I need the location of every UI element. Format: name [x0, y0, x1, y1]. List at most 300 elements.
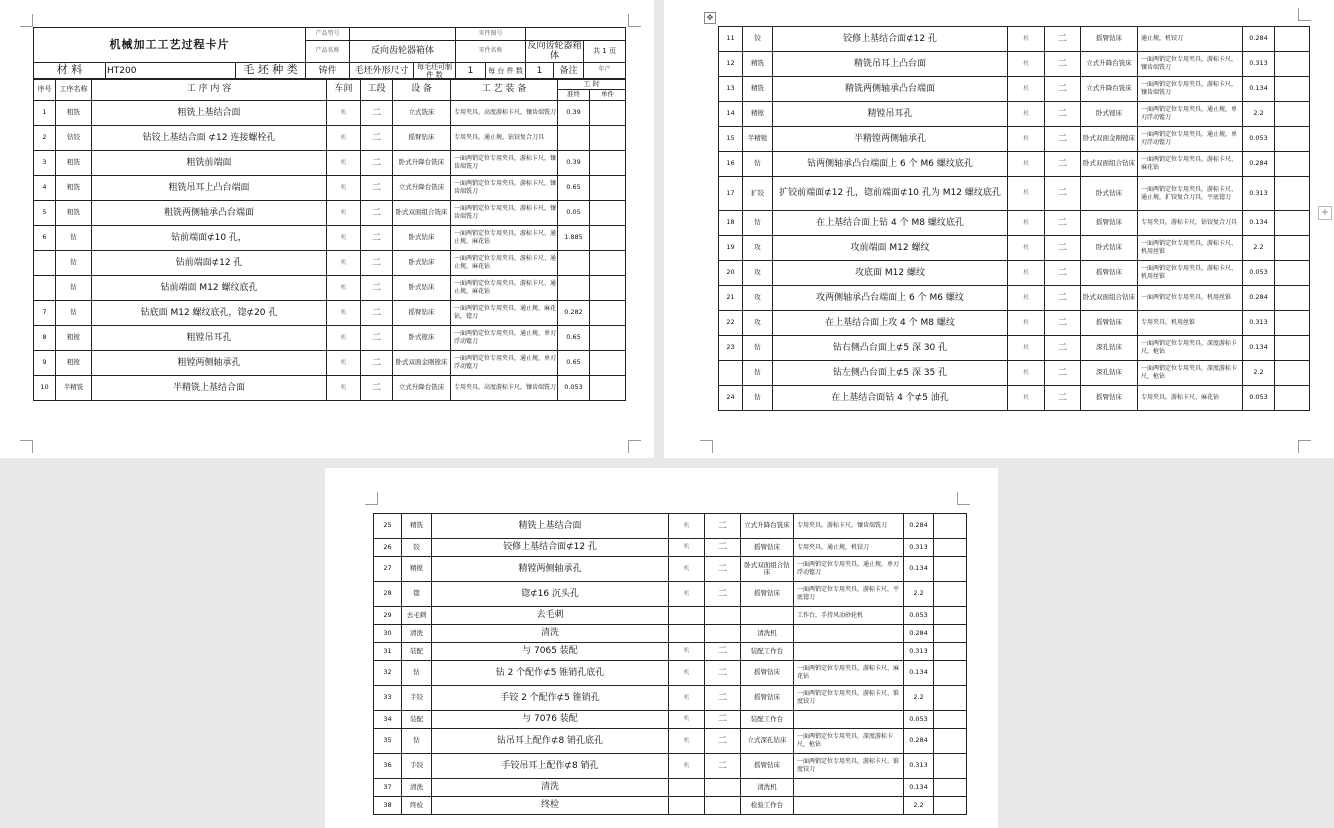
op-unit-time[interactable] [1275, 52, 1310, 77]
op-workshop[interactable]: 机 [327, 176, 361, 201]
op-equipment[interactable]: 清洗机 [741, 625, 794, 643]
op-unit-time[interactable] [1275, 311, 1310, 336]
op-name[interactable]: 粗铣 [56, 201, 92, 226]
op-workshop[interactable]: 机 [1008, 336, 1045, 361]
op-unit-time[interactable] [1275, 77, 1310, 102]
op-time[interactable]: 0.65 [558, 176, 590, 201]
op-seq[interactable]: 1 [34, 101, 56, 126]
op-equipment[interactable]: 立式深孔钻床 [741, 729, 794, 754]
op-content[interactable]: 扩铰前端面⊄12 孔，锪前端面⊄10 孔为 M12 螺纹底孔 [773, 177, 1008, 211]
op-time[interactable]: 0.134 [1243, 211, 1275, 236]
op-seq[interactable]: 7 [34, 301, 56, 326]
op-equipment[interactable] [741, 607, 794, 625]
op-seq[interactable]: 16 [719, 152, 743, 177]
op-section[interactable]: 二 [1045, 361, 1081, 386]
op-workshop[interactable]: 机 [669, 754, 705, 779]
op-time[interactable]: 2.2 [904, 686, 934, 711]
op-tooling[interactable]: 专用夹具，游标卡尺、麻花钻 [1138, 386, 1243, 411]
op-equipment[interactable]: 卧式镗床 [1081, 102, 1138, 127]
op-section[interactable]: 二 [1045, 336, 1081, 361]
op-tooling[interactable]: 一面两销定位专用夹具，通止规，麻花钻，锪刀 [451, 301, 558, 326]
op-content[interactable]: 在上基结合面上攻 4 个 M8 螺纹 [773, 311, 1008, 336]
op-unit-time[interactable] [934, 582, 967, 607]
op-unit-time[interactable] [590, 176, 626, 201]
op-seq[interactable] [34, 251, 56, 276]
op-time[interactable]: 0.053 [558, 376, 590, 401]
op-equipment[interactable]: 摇臂钻床 [741, 539, 794, 557]
op-section[interactable]: 二 [361, 376, 393, 401]
op-equipment[interactable]: 卧式双面金刚镗床 [393, 351, 451, 376]
op-section[interactable]: 二 [705, 557, 741, 582]
op-name[interactable]: 攻 [743, 236, 773, 261]
op-unit-time[interactable] [1275, 27, 1310, 52]
op-name[interactable]: 钻 [56, 226, 92, 251]
op-equipment[interactable]: 卧式钻床 [1081, 236, 1138, 261]
op-name[interactable]: 钻 [56, 301, 92, 326]
op-tooling[interactable]: 一面两销定位专用夹具，游标卡尺、锥度铰刀 [794, 754, 904, 779]
op-section[interactable]: 二 [361, 126, 393, 151]
op-name[interactable]: 精铣 [743, 52, 773, 77]
op-equipment[interactable]: 立式升降台铣床 [393, 376, 451, 401]
op-content[interactable]: 攻底面 M12 螺纹 [773, 261, 1008, 286]
op-section[interactable]: 二 [1045, 261, 1081, 286]
op-equipment[interactable]: 卧式双面金刚镗床 [1081, 127, 1138, 152]
op-tooling[interactable]: 一面两销定位专用夹具，通止规，单刃浮动镗刀 [1138, 127, 1243, 152]
op-equipment[interactable]: 卧式双面组合铣床 [393, 201, 451, 226]
op-equipment[interactable]: 深孔钻床 [1081, 336, 1138, 361]
op-workshop[interactable]: 机 [669, 661, 705, 686]
op-time[interactable]: 2.2 [1243, 102, 1275, 127]
op-unit-time[interactable] [590, 276, 626, 301]
op-unit-time[interactable] [590, 126, 626, 151]
op-time[interactable]: 0.313 [1243, 177, 1275, 211]
op-workshop[interactable]: 机 [1008, 102, 1045, 127]
op-name[interactable]: 锪 [402, 582, 432, 607]
op-equipment[interactable]: 摇臂钻床 [741, 686, 794, 711]
op-section[interactable]: 二 [1045, 27, 1081, 52]
op-time[interactable]: 0.053 [1243, 386, 1275, 411]
op-tooling[interactable]: 一面两销定位专用夹具，深度游标卡尺，枪钻 [1138, 336, 1243, 361]
op-name[interactable]: 攻 [743, 286, 773, 311]
op-section[interactable]: 二 [361, 176, 393, 201]
op-unit-time[interactable] [934, 754, 967, 779]
op-tooling[interactable]: 一面两销定位专用夹具，游标卡尺，平底锪刀 [794, 582, 904, 607]
op-section[interactable]: 二 [705, 661, 741, 686]
op-workshop[interactable]: 机 [1008, 311, 1045, 336]
op-workshop[interactable]: 机 [669, 582, 705, 607]
part-name-value[interactable]: 反向齿轮器箱体 [527, 41, 582, 62]
op-equipment[interactable]: 摇臂钻床 [1081, 27, 1138, 52]
op-workshop[interactable]: 机 [669, 686, 705, 711]
op-seq[interactable]: 28 [374, 582, 402, 607]
op-time[interactable]: 0.053 [904, 711, 934, 729]
op-section[interactable]: 二 [1045, 102, 1081, 127]
op-workshop[interactable]: 机 [327, 226, 361, 251]
op-tooling[interactable]: 一面两销定位专用夹具，游标卡尺、锥度铰刀 [794, 686, 904, 711]
op-unit-time[interactable] [934, 643, 967, 661]
op-section[interactable]: 二 [361, 201, 393, 226]
op-seq[interactable]: 35 [374, 729, 402, 754]
plus-icon[interactable]: + [1318, 206, 1332, 220]
op-content[interactable]: 精镗吊耳孔 [773, 102, 1008, 127]
op-time[interactable]: 0.053 [1243, 261, 1275, 286]
op-time[interactable]: 2.2 [1243, 361, 1275, 386]
op-workshop[interactable] [669, 607, 705, 625]
op-workshop[interactable]: 机 [327, 351, 361, 376]
op-name[interactable]: 铰 [743, 27, 773, 52]
part-no-value[interactable] [526, 28, 626, 41]
op-name[interactable]: 清洗 [402, 625, 432, 643]
op-name[interactable]: 钻 [402, 661, 432, 686]
op-tooling[interactable]: 一面两销定位专用夹具，通止规，单刃浮动镗刀 [1138, 102, 1243, 127]
op-workshop[interactable]: 机 [669, 557, 705, 582]
op-tooling[interactable]: 一面两销定位专用夹具，通止规，单刃浮动镗刀 [451, 326, 558, 351]
op-seq[interactable]: 10 [34, 376, 56, 401]
op-time[interactable] [558, 276, 590, 301]
op-section[interactable]: 二 [1045, 127, 1081, 152]
op-seq[interactable]: 20 [719, 261, 743, 286]
op-seq[interactable]: 8 [34, 326, 56, 351]
op-seq[interactable]: 36 [374, 754, 402, 779]
op-unit-time[interactable] [590, 301, 626, 326]
op-tooling[interactable]: 专用夹具，游标卡尺，镶齿端铣刀 [794, 514, 904, 539]
op-workshop[interactable]: 机 [327, 201, 361, 226]
op-seq[interactable] [34, 276, 56, 301]
op-content[interactable]: 攻前端面 M12 螺纹 [773, 236, 1008, 261]
op-unit-time[interactable] [1275, 261, 1310, 286]
op-time[interactable]: 0.284 [904, 729, 934, 754]
op-workshop[interactable]: 机 [327, 301, 361, 326]
op-content[interactable]: 钻前端面⊄12 孔 [92, 251, 327, 276]
op-seq[interactable]: 19 [719, 236, 743, 261]
op-workshop[interactable]: 机 [1008, 386, 1045, 411]
op-equipment[interactable]: 摇臂钻床 [1081, 386, 1138, 411]
op-workshop[interactable] [669, 779, 705, 797]
op-section[interactable]: 二 [705, 514, 741, 539]
product-name-value[interactable]: 反向齿轮器箱体 [350, 41, 456, 63]
op-seq[interactable]: 12 [719, 52, 743, 77]
op-tooling[interactable]: 一面两销定位专用夹具，游标卡尺，镶齿端铣刀 [1138, 77, 1243, 102]
op-workshop[interactable]: 机 [327, 151, 361, 176]
op-content[interactable]: 手铰吊耳上配作⊄8 销孔 [432, 754, 669, 779]
op-content[interactable]: 钻吊耳上配作⊄8 销孔底孔 [432, 729, 669, 754]
op-tooling[interactable]: 一面两销定位专用夹具，游标卡尺、麻花钻 [794, 661, 904, 686]
op-section[interactable]: 二 [361, 151, 393, 176]
op-seq[interactable]: 18 [719, 211, 743, 236]
op-tooling[interactable]: 一面两销定位专用夹具，游标卡尺、通止规，麻花钻 [451, 276, 558, 301]
op-name[interactable]: 攻 [743, 311, 773, 336]
op-unit-time[interactable] [934, 711, 967, 729]
op-equipment[interactable]: 清洗机 [741, 779, 794, 797]
op-content[interactable]: 精铣吊耳上凸台面 [773, 52, 1008, 77]
op-workshop[interactable]: 机 [669, 729, 705, 754]
op-tooling[interactable]: 一面两销定位专用夹具，游标卡尺、通止规，扩铰复合刀具，平底锪刀 [1138, 177, 1243, 211]
op-section[interactable]: 二 [1045, 52, 1081, 77]
op-tooling[interactable]: 专用夹具，高度游标卡尺，镶齿端铣刀 [451, 101, 558, 126]
op-unit-time[interactable] [1275, 361, 1310, 386]
op-content[interactable]: 清洗 [432, 625, 669, 643]
op-equipment[interactable]: 立式升降台铣床 [1081, 52, 1138, 77]
op-content[interactable]: 钻 2 个配作⊄5 锥销孔底孔 [432, 661, 669, 686]
op-content[interactable]: 钻铰上基结合面 ⊄12 连接螺栓孔 [92, 126, 327, 151]
op-equipment[interactable]: 摇臂钻床 [741, 582, 794, 607]
material-value[interactable]: HT200 [106, 62, 236, 79]
op-name[interactable]: 清洗 [402, 779, 432, 797]
op-workshop[interactable]: 机 [1008, 286, 1045, 311]
op-time[interactable]: 0.134 [904, 779, 934, 797]
op-name[interactable]: 精铣 [402, 514, 432, 539]
op-section[interactable]: 二 [1045, 386, 1081, 411]
op-workshop[interactable]: 机 [327, 376, 361, 401]
op-content[interactable]: 半精镗两侧轴承孔 [773, 127, 1008, 152]
op-unit-time[interactable] [590, 351, 626, 376]
op-workshop[interactable]: 机 [1008, 27, 1045, 52]
op-equipment[interactable]: 卧式镗床 [393, 326, 451, 351]
blank-type-value[interactable]: 铸件 [306, 62, 350, 79]
op-name[interactable]: 精铣 [743, 77, 773, 102]
op-seq[interactable]: 27 [374, 557, 402, 582]
move-icon[interactable]: ✥ [704, 12, 716, 24]
op-name[interactable]: 半精镗 [743, 127, 773, 152]
op-seq[interactable]: 4 [34, 176, 56, 201]
op-name[interactable]: 铰 [402, 539, 432, 557]
op-content[interactable]: 半精铣上基结合面 [92, 376, 327, 401]
op-section[interactable]: 二 [705, 539, 741, 557]
op-tooling[interactable]: 一面两销定位专用夹具，游标卡尺、机用丝锥 [1138, 236, 1243, 261]
op-section[interactable]: 二 [705, 711, 741, 729]
op-time[interactable]: 0.284 [1243, 27, 1275, 52]
op-name[interactable]: 装配 [402, 643, 432, 661]
op-time[interactable]: 0.313 [904, 643, 934, 661]
op-seq[interactable]: 31 [374, 643, 402, 661]
op-equipment[interactable]: 摇臂钻床 [741, 661, 794, 686]
op-unit-time[interactable] [934, 625, 967, 643]
op-unit-time[interactable] [934, 729, 967, 754]
op-seq[interactable]: 37 [374, 779, 402, 797]
op-seq[interactable]: 14 [719, 102, 743, 127]
op-content[interactable]: 粗镗吊耳孔 [92, 326, 327, 351]
op-time[interactable]: 0.05 [558, 201, 590, 226]
op-time[interactable]: 0.284 [904, 514, 934, 539]
op-tooling[interactable]: 一面两销定位专用夹具，游标卡尺、通止规，麻花钻 [451, 251, 558, 276]
op-workshop[interactable] [669, 625, 705, 643]
op-section[interactable]: 二 [361, 301, 393, 326]
op-unit-time[interactable] [1275, 286, 1310, 311]
op-section[interactable]: 二 [1045, 311, 1081, 336]
op-unit-time[interactable] [1275, 211, 1310, 236]
op-time[interactable]: 0.65 [558, 326, 590, 351]
op-tooling[interactable]: 工作台，手持风动砂轮机 [794, 607, 904, 625]
op-unit-time[interactable] [1275, 127, 1310, 152]
op-time[interactable]: 0.053 [1243, 127, 1275, 152]
op-name[interactable]: 攻 [743, 261, 773, 286]
op-content[interactable]: 精镗两侧轴承孔 [432, 557, 669, 582]
op-name[interactable]: 粗铣 [56, 151, 92, 176]
per-unit-value[interactable]: 1 [526, 62, 554, 79]
op-unit-time[interactable] [1275, 386, 1310, 411]
op-name[interactable]: 扩铰 [743, 177, 773, 211]
op-content[interactable]: 终检 [432, 797, 669, 815]
op-equipment[interactable]: 装配工作台 [741, 711, 794, 729]
op-workshop[interactable]: 机 [327, 276, 361, 301]
op-time[interactable]: 2.2 [904, 797, 934, 815]
op-section[interactable]: 二 [361, 226, 393, 251]
op-equipment[interactable]: 卧式双面组合钻床 [741, 557, 794, 582]
op-unit-time[interactable] [934, 661, 967, 686]
op-name[interactable]: 粗铣 [56, 101, 92, 126]
op-content[interactable]: 粗铣吊耳上凸台端面 [92, 176, 327, 201]
op-section[interactable]: 二 [361, 276, 393, 301]
op-workshop[interactable]: 机 [1008, 127, 1045, 152]
op-time[interactable]: 0.282 [558, 301, 590, 326]
op-unit-time[interactable] [934, 779, 967, 797]
op-workshop[interactable]: 机 [1008, 236, 1045, 261]
op-workshop[interactable]: 机 [327, 126, 361, 151]
op-content[interactable]: 钻底面 M12 螺纹底孔，锪⊄20 孔 [92, 301, 327, 326]
op-equipment[interactable]: 卧式钻床 [1081, 177, 1138, 211]
op-seq[interactable]: 17 [719, 177, 743, 211]
op-unit-time[interactable] [590, 326, 626, 351]
op-content[interactable]: 钻两侧轴承凸台端面上 6 个 M6 螺纹底孔 [773, 152, 1008, 177]
op-section[interactable]: 二 [361, 101, 393, 126]
op-name[interactable]: 手铰 [402, 686, 432, 711]
op-workshop[interactable]: 机 [1008, 152, 1045, 177]
op-equipment[interactable]: 检验工作台 [741, 797, 794, 815]
op-content[interactable]: 钻前端面⊄10 孔， [92, 226, 327, 251]
op-name[interactable]: 粗镗 [56, 351, 92, 376]
op-content[interactable]: 铰修上基结合面⊄12 孔 [432, 539, 669, 557]
product-model-value[interactable] [350, 28, 456, 41]
op-unit-time[interactable] [1275, 102, 1310, 127]
op-unit-time[interactable] [590, 251, 626, 276]
op-equipment[interactable]: 摇臂钻床 [1081, 261, 1138, 286]
op-tooling[interactable] [794, 711, 904, 729]
op-seq[interactable]: 32 [374, 661, 402, 686]
op-content[interactable]: 粗铣两侧轴承凸台端面 [92, 201, 327, 226]
op-content[interactable]: 锪⊄16 沉头孔 [432, 582, 669, 607]
op-time[interactable]: 0.313 [904, 754, 934, 779]
op-time[interactable]: 0.313 [1243, 52, 1275, 77]
op-workshop[interactable]: 机 [1008, 77, 1045, 102]
op-content[interactable]: 精铣两侧轴承凸台端面 [773, 77, 1008, 102]
op-seq[interactable]: 21 [719, 286, 743, 311]
op-name[interactable]: 装配 [402, 711, 432, 729]
op-seq[interactable]: 22 [719, 311, 743, 336]
op-workshop[interactable]: 机 [1008, 52, 1045, 77]
op-name[interactable]: 钻 [402, 729, 432, 754]
op-time[interactable]: 0.39 [558, 101, 590, 126]
op-name[interactable]: 钻 [743, 336, 773, 361]
op-unit-time[interactable] [590, 226, 626, 251]
op-tooling[interactable]: 专用夹具，高度游标卡尺，镶齿端铣刀 [451, 376, 558, 401]
op-seq[interactable]: 6 [34, 226, 56, 251]
op-time[interactable] [558, 251, 590, 276]
op-section[interactable]: 二 [705, 754, 741, 779]
op-workshop[interactable]: 机 [1008, 177, 1045, 211]
op-workshop[interactable]: 机 [669, 539, 705, 557]
op-unit-time[interactable] [934, 557, 967, 582]
op-name[interactable]: 钻 [743, 152, 773, 177]
op-section[interactable] [705, 779, 741, 797]
op-unit-time[interactable] [1275, 236, 1310, 261]
op-seq[interactable] [719, 361, 743, 386]
op-name[interactable]: 钻 [56, 276, 92, 301]
op-tooling[interactable]: 通止规，机铰刀 [1138, 27, 1243, 52]
op-section[interactable] [705, 607, 741, 625]
op-seq[interactable]: 26 [374, 539, 402, 557]
op-content[interactable]: 钻左侧凸台面上⊄5 深 35 孔 [773, 361, 1008, 386]
op-content[interactable]: 与 7076 装配 [432, 711, 669, 729]
op-section[interactable]: 二 [705, 643, 741, 661]
op-equipment[interactable]: 摇臂钻床 [741, 754, 794, 779]
op-tooling[interactable]: 专用夹具，游标卡尺，钻铰复合刀具 [1138, 211, 1243, 236]
op-name[interactable]: 精镗 [743, 102, 773, 127]
op-equipment[interactable]: 摇臂钻床 [393, 126, 451, 151]
op-equipment[interactable]: 装配工作台 [741, 643, 794, 661]
op-tooling[interactable]: 一面两销定位专用夹具，深度游标卡尺，枪钻 [794, 729, 904, 754]
op-time[interactable]: 0.134 [1243, 77, 1275, 102]
op-equipment[interactable]: 卧式钻床 [393, 251, 451, 276]
op-name[interactable]: 粗铣 [56, 176, 92, 201]
op-section[interactable]: 二 [705, 729, 741, 754]
op-content[interactable]: 攻两侧轴承凸台端面上 6 个 M6 螺纹 [773, 286, 1008, 311]
op-equipment[interactable]: 立式铣床 [393, 101, 451, 126]
op-section[interactable]: 二 [361, 326, 393, 351]
op-name[interactable]: 钻 [56, 251, 92, 276]
op-name[interactable]: 手铰 [402, 754, 432, 779]
op-content[interactable]: 铰修上基结合面⊄12 孔 [773, 27, 1008, 52]
op-tooling[interactable]: 一面两销定位专用夹具，机用丝锥 [1138, 286, 1243, 311]
op-time[interactable]: 0.313 [904, 539, 934, 557]
op-section[interactable] [705, 625, 741, 643]
op-equipment[interactable]: 卧式钻床 [393, 276, 451, 301]
op-section[interactable]: 二 [1045, 211, 1081, 236]
op-time[interactable]: 0.134 [1243, 336, 1275, 361]
op-unit-time[interactable] [934, 514, 967, 539]
op-content[interactable]: 去毛刺 [432, 607, 669, 625]
op-content[interactable]: 清洗 [432, 779, 669, 797]
op-time[interactable]: 0.134 [904, 661, 934, 686]
op-equipment[interactable]: 深孔钻床 [1081, 361, 1138, 386]
op-unit-time[interactable] [590, 101, 626, 126]
op-tooling[interactable]: 一面两销定位专用夹具，游标卡尺，镶齿端铣刀 [1138, 52, 1243, 77]
op-workshop[interactable] [669, 797, 705, 815]
op-content[interactable]: 精铣上基结合面 [432, 514, 669, 539]
op-tooling[interactable]: 一面两销定位专用夹具，游标卡尺，镶齿端铣刀 [451, 176, 558, 201]
op-seq[interactable]: 34 [374, 711, 402, 729]
op-time[interactable] [558, 126, 590, 151]
op-workshop[interactable]: 机 [669, 643, 705, 661]
op-section[interactable]: 二 [1045, 177, 1081, 211]
op-seq[interactable]: 13 [719, 77, 743, 102]
op-section[interactable]: 二 [1045, 236, 1081, 261]
op-tooling[interactable]: 专用夹具，机用丝锥 [1138, 311, 1243, 336]
op-name[interactable]: 钻 [743, 211, 773, 236]
op-time[interactable]: 1.885 [558, 226, 590, 251]
op-section[interactable]: 二 [705, 686, 741, 711]
op-seq[interactable]: 29 [374, 607, 402, 625]
op-equipment[interactable]: 立式升降台铣床 [1081, 77, 1138, 102]
op-time[interactable]: 0.313 [1243, 311, 1275, 336]
op-seq[interactable]: 5 [34, 201, 56, 226]
op-tooling[interactable] [794, 625, 904, 643]
op-time[interactable]: 0.134 [904, 557, 934, 582]
op-tooling[interactable]: 一面两销定位专用夹具，深度游标卡尺，枪钻 [1138, 361, 1243, 386]
op-section[interactable]: 二 [1045, 77, 1081, 102]
op-name[interactable]: 粗镗 [56, 326, 92, 351]
op-content[interactable]: 在上基结合面上钻 4 个 M8 螺纹底孔 [773, 211, 1008, 236]
op-section[interactable]: 二 [1045, 286, 1081, 311]
